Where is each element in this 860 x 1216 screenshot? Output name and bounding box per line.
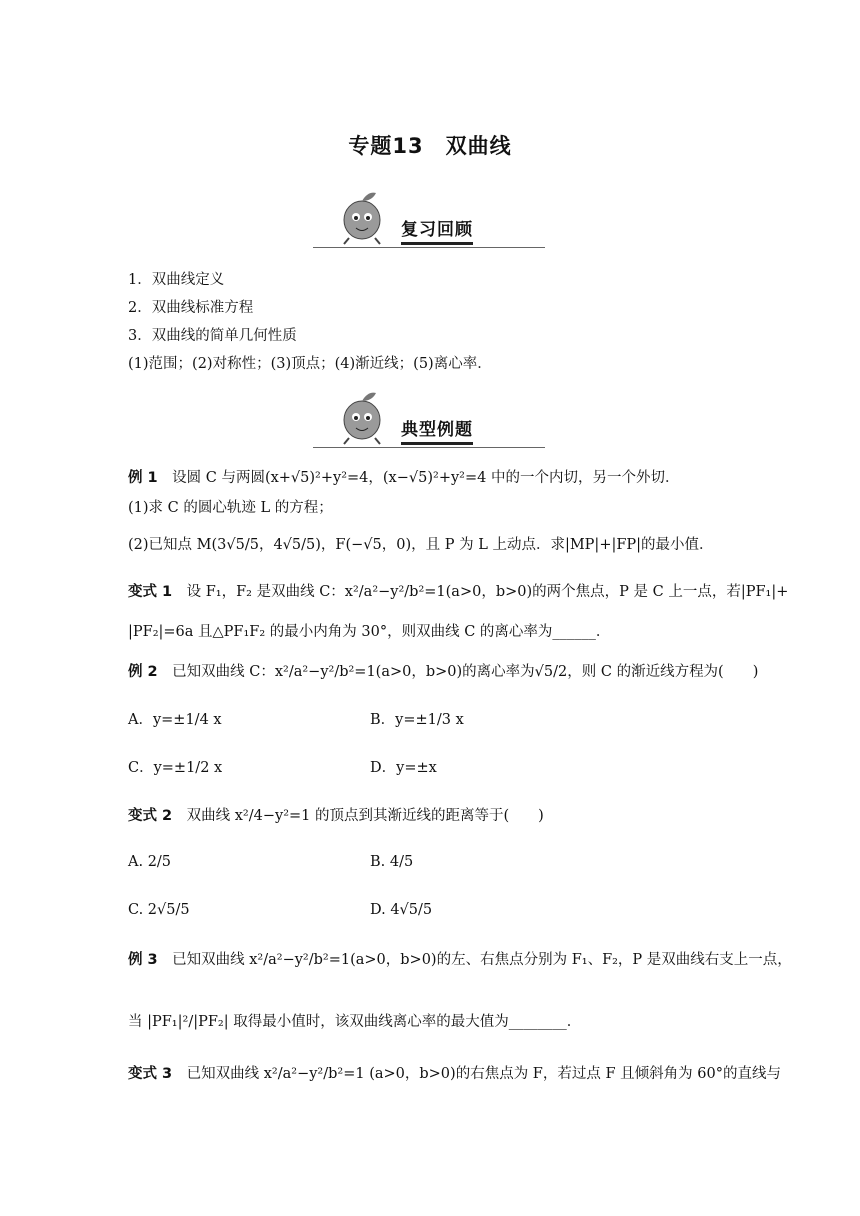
option-b: B. 4/5 [370,854,414,870]
review-item: 3．双曲线的简单几何性质 [128,328,297,344]
review-item: 1．双曲线定义 [128,272,225,288]
option-c: C．y=±1/2 x [128,760,223,776]
section-banner-review [313,190,545,254]
review-item: (1)范围；(2)对称性；(3)顶点；(4)渐近线；(5)离心率． [128,356,492,372]
section-title-review: 复习回顾 [401,215,473,245]
example-1-q2: (2)已知点 M(3√5/5，4√5/5)，F(−√5，0)，且 P 为 L 上动点．求|MP|+|FP|的最小值． [128,537,714,553]
option-d: D. 4√5/5 [370,902,433,918]
example-text: 已知双曲线 x²/a²−y²/b²=1(a>0，b>0)的左、右焦点分别为 F₁、F₂，P 是双曲线右支上一点， [172,952,792,968]
example-2-stem [128,662,758,682]
variant-tag: 变式 3 [128,1066,173,1082]
variant-tag: 变式 2 [128,808,173,824]
example-text: 设圆 C 与两圆(x+√5)²+y²=4，(x−√5)²+y²=4 中的一个内切，另一个外切． [172,470,680,486]
variant-text: 双曲线 x²/4−y²=1 的顶点到其渐近线的距离等于( ) [186,808,544,824]
variant-3-stem [128,1064,781,1084]
variant-tag: 变式 1 [128,584,173,600]
option-b: B．y=±1/3 x [370,712,464,728]
review-item: 2．双曲线标准方程 [128,300,254,316]
option-a: A. 2/5 [128,854,172,870]
example-tag: 例 3 [128,952,158,968]
variant-text: 已知双曲线 x²/a²−y²/b²=1 (a>0，b>0)的右焦点为 F，若过点 F 且倾斜角为 60°的直线与 [186,1066,781,1082]
mascot-icon [335,390,389,448]
page-title: 专题13 双曲线 [348,134,512,158]
variant-text: 设 F₁，F₂ 是双曲线 C：x²/a²−y²/b²=1(a>0，b>0)的两个焦点，P 是 C 上一点，若|PF₁|+ [186,584,789,600]
option-a: A．y=±1/4 x [128,712,222,728]
example-tag: 例 2 [128,664,158,680]
variant-1-line2: |PF₂|=6a 且△PF₁F₂ 的最小内角为 30°，则双曲线 C 的离心率为______． [128,624,611,640]
example-text: 已知双曲线 C：x²/a²−y²/b²=1(a>0，b>0)的离心率为√5/2，则 C 的渐近线方程为( ) [172,664,759,680]
example-3-line1 [128,950,792,970]
variant-2-stem [128,806,544,826]
option-c: C. 2√5/5 [128,902,190,918]
variant-1-line1 [128,582,788,602]
section-banner-examples [313,390,545,454]
mascot-icon [335,190,389,248]
example-1-q1: (1)求 C 的圆心轨迹 L 的方程； [128,500,333,516]
example-3-line2: 当 |PF₁|²/|PF₂| 取得最小值时，该双曲线离心率的最大值为________． [128,1014,582,1030]
section-title-examples: 典型例题 [401,415,473,445]
example-1-stem [128,468,679,488]
example-tag: 例 1 [128,470,158,486]
option-d: D．y=±x [370,760,437,776]
